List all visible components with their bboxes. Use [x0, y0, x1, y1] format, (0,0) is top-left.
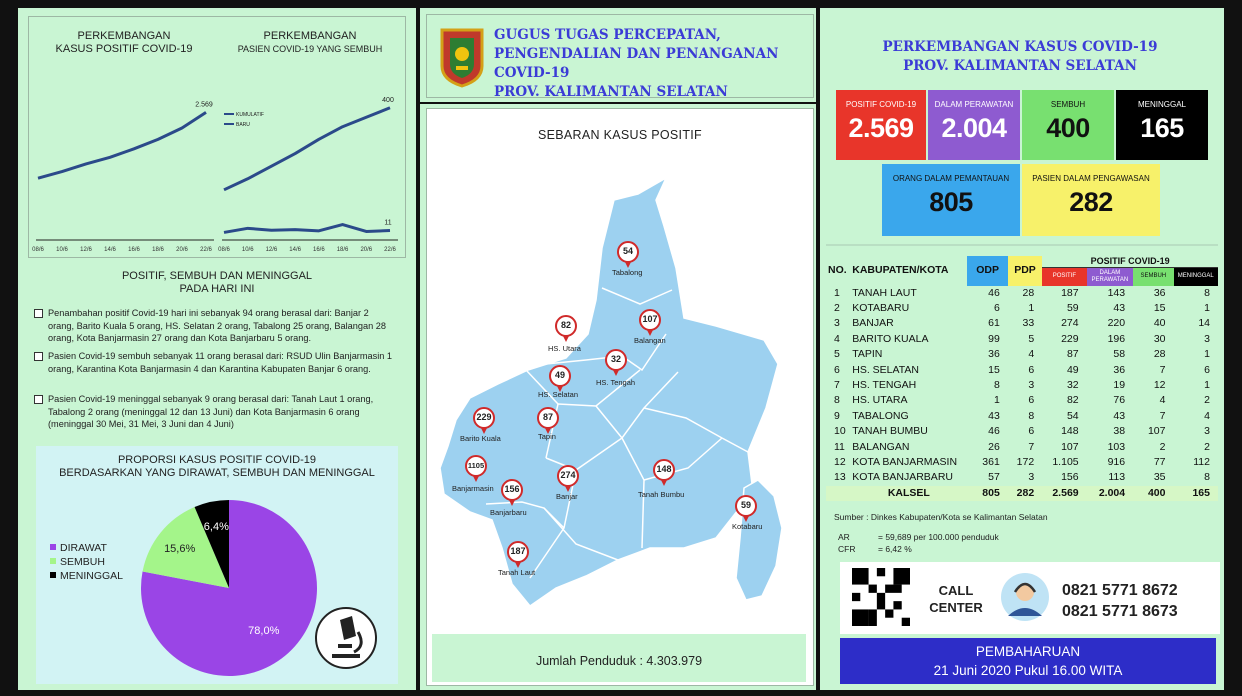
x-tick-label: 16/6 [313, 247, 325, 253]
table-cell: 33 [1022, 317, 1035, 330]
treatment-box: DALAM PERAWATAN 2.004 [928, 90, 1020, 160]
table-cell: 196 [1107, 332, 1126, 345]
province-logo-icon [438, 26, 486, 88]
table-cell: 2 [1204, 440, 1210, 453]
table-cell: 26 [988, 440, 1000, 453]
series-line-baru [224, 225, 390, 233]
table-cell: KOTA BANJARMASIN [852, 455, 958, 468]
table-total-cell: 2.004 [1098, 486, 1126, 499]
table-cell: 1 [1204, 379, 1210, 392]
table-cell: 54 [1066, 409, 1079, 422]
table-cell: 46 [988, 425, 1000, 438]
legend-swatch [50, 558, 56, 564]
x-tick-label: 20/6 [176, 247, 188, 253]
ar-label: AR [838, 532, 850, 542]
table-cell: 19 [1113, 379, 1126, 392]
table-cell: 76 [1113, 394, 1126, 407]
table-cell: 77 [1153, 455, 1166, 468]
table-cell: 187 [1061, 286, 1079, 299]
table-cell [826, 486, 850, 501]
table-cell: 43 [1113, 302, 1126, 315]
x-tick-label: 10/6 [241, 247, 254, 253]
th-odp: ODP [967, 256, 1007, 286]
table-cell: 112 [1193, 455, 1210, 468]
table-cell: 15 [988, 363, 1000, 376]
th-positif: POSITIF [1042, 268, 1086, 286]
table-row [826, 347, 1218, 362]
table-cell: 172 [1016, 455, 1035, 468]
map-pin[interactable]: 107 [639, 309, 661, 331]
series-line-kumulatif [224, 108, 390, 190]
table-cell: 40 [1153, 317, 1166, 330]
qr-code-icon[interactable] [852, 568, 910, 626]
table-cell: 4 [834, 332, 840, 345]
table-cell: 28 [1022, 286, 1035, 299]
table-row [826, 332, 1218, 347]
th-group: POSITIF COVID-19 [1042, 256, 1218, 268]
bullet-deaths: Pasien Covid-19 meninggal sebanyak 9 orang berasal dari: Tanah Laut 1 orang, Tabalong 2 orang (meninggal 12 dan 13 Juni) dan Kota Banjarmasin 6 orang (meninggal 30 Mei, 31 Mei, 3 Juni dan 4 Juni) [34, 393, 396, 431]
table-cell: 14 [1198, 317, 1210, 330]
ar-value: = 59,689 per 100.000 penduduk [878, 532, 999, 542]
table-total-cell: KALSEL [887, 486, 930, 499]
table-cell: 3 [834, 317, 840, 330]
x-tick-label: 12/6 [265, 247, 278, 253]
x-tick-label: 22/6 [384, 247, 396, 253]
deaths-box: MENINGGAL 165 [1116, 90, 1208, 160]
table-cell: BARITO KUALA [852, 332, 929, 345]
table-row [826, 424, 1218, 439]
table-cell: 11 [834, 440, 845, 453]
table-cell: 12 [834, 455, 846, 468]
map-region-label: Tabalong [612, 268, 643, 277]
legend-label: DIRAWAT [60, 542, 107, 554]
source-text: Sumber : Dinkes Kabupaten/Kota se Kalimantan Selatan [834, 512, 1048, 522]
table-cell: 103 [1107, 440, 1126, 453]
table-cell: 107 [1061, 440, 1079, 453]
table-cell: 229 [1061, 332, 1079, 345]
table-row [826, 301, 1218, 316]
map-pin[interactable]: 148 [653, 459, 675, 481]
table-cell: 220 [1107, 317, 1126, 330]
map-region-label: Banjar [556, 492, 578, 501]
positive-cases-chart [32, 80, 218, 256]
table-cell: 3 [1028, 471, 1035, 484]
table-cell: 7 [1159, 363, 1166, 376]
table-cell: 35 [1153, 471, 1166, 484]
series-line-0 [38, 112, 206, 178]
th-sembuh: SEMBUH [1133, 268, 1173, 286]
table-cell: TANAH BUMBU [852, 425, 928, 438]
map-pin[interactable]: 274 [557, 465, 579, 487]
x-tick-label: 08/6 [32, 247, 44, 253]
table-cell: 9 [834, 409, 840, 422]
table-cell: 8 [1204, 286, 1210, 299]
table-total-cell: 805 [982, 486, 1000, 499]
table-cell: TABALONG [852, 409, 909, 422]
th-pdp: PDP [1008, 256, 1042, 286]
map-region-label: HS. Selatan [538, 390, 579, 399]
table-cell: 49 [1066, 363, 1079, 376]
x-tick-label: 22/6 [200, 247, 212, 253]
recovered-box: SEMBUH 400 [1022, 90, 1114, 160]
pie-value-label: 78,0% [248, 625, 280, 638]
table-cell: 46 [988, 286, 1000, 299]
table-cell: 3 [1204, 425, 1210, 438]
th-no: NO. [828, 264, 847, 277]
map-pin[interactable]: 59 [735, 495, 757, 517]
table-cell: 12 [1153, 379, 1166, 392]
legend-swatch [50, 572, 56, 578]
table-cell: HS. SELATAN [852, 363, 919, 376]
table-cell: 113 [1108, 471, 1126, 484]
map-region-label: Banjarmasin [452, 484, 494, 493]
th-kab: KABUPATEN/KOTA [852, 264, 949, 277]
table-cell: 99 [988, 332, 1000, 345]
map-region-label: Banjarbaru [490, 508, 527, 517]
microscope-icon [316, 608, 376, 668]
table-cell: 38 [1113, 425, 1126, 438]
table-cell: 274 [1061, 317, 1079, 330]
table-cell: 57 [988, 471, 1000, 484]
table-row [826, 439, 1218, 454]
stats-title: PERKEMBANGAN KASUS COVID-19 PROV. KALIMANTAN SELATAN [882, 39, 1158, 74]
cfr-label: CFR [838, 544, 856, 554]
table-cell: 143 [1107, 286, 1126, 299]
map-pin[interactable]: 32 [605, 349, 627, 371]
map-region-label: Balangan [634, 336, 666, 345]
chart1-title: PERKEMBANGAN KASUS POSITIF COVID-19 [55, 30, 193, 55]
table-cell: 6 [1028, 425, 1035, 438]
th-perawatan: DALAM PERAWATAN [1087, 268, 1133, 286]
map-title: SEBARAN KASUS POSITIF [538, 128, 702, 142]
table-cell: BANJAR [852, 317, 894, 330]
x-tick-label: 14/6 [104, 247, 116, 253]
table-cell: 6 [1028, 394, 1035, 407]
table-cell: KOTABARU [852, 302, 910, 315]
table-cell: 1 [1028, 302, 1035, 315]
table-cell: 6 [993, 302, 1000, 315]
table-cell: 6 [1204, 363, 1210, 376]
legend-label: MENINGGAL [60, 570, 124, 582]
positive-box: POSITIF COVID-19 2.569 [836, 90, 926, 160]
table-cell: 4 [1028, 348, 1035, 361]
table-cell: 30 [1153, 332, 1166, 345]
table-cell: 156 [1061, 471, 1079, 484]
table-total-cell: 400 [1147, 486, 1166, 499]
table-cell: 43 [1113, 409, 1126, 422]
operator-icon [1000, 572, 1050, 622]
table-cell: BALANGAN [852, 440, 910, 453]
table-cell: 6 [1028, 363, 1035, 376]
odp-box: ORANG DALAM PEMANTAUAN 805 [882, 164, 1020, 236]
map-region-label: Barito Kuala [460, 434, 501, 443]
table-cell: 28 [1153, 348, 1166, 361]
table-cell: 15 [1153, 302, 1166, 315]
map-region-label: Tanah Bumbu [638, 490, 685, 499]
map-pin[interactable]: 187 [507, 541, 529, 563]
map-region-label: Tanah Laut [498, 568, 536, 577]
data-label: 400 [382, 96, 394, 104]
table-cell: KOTA BANJARBARU [852, 471, 953, 484]
table-cell: 61 [988, 317, 1000, 330]
table-cell: 36 [1153, 286, 1166, 299]
table-cell: 361 [982, 455, 1000, 468]
table-cell: 43 [988, 409, 1000, 422]
map-pin[interactable]: 82 [555, 315, 577, 337]
proportion-pie-chart [36, 486, 398, 684]
x-tick-label: 16/6 [128, 247, 140, 253]
table-cell: HS. UTARA [852, 394, 908, 407]
x-tick-label: 12/6 [80, 247, 92, 253]
update-banner: PEMBAHARUAN 21 Juni 2020 Pukul 16.00 WITA [840, 638, 1216, 684]
table-cell: 3 [1204, 332, 1210, 345]
recovered-chart [218, 80, 402, 256]
table-cell: TANAH LAUT [852, 286, 917, 299]
cfr-value: = 6,42 % [878, 544, 912, 554]
table-cell: 36 [1113, 363, 1126, 376]
bullet-recovered: Pasien Covid-19 sembuh sebanyak 11 orang berasal dari: RSUD Ulin Banjarmasin 1 orang, Karantina Kota Banjarmasin 4 dan Karantina Kabupaten Banjar 6 orang. [34, 350, 396, 375]
table-cell: 7 [1028, 440, 1035, 453]
map-region-label: Kotabaru [732, 522, 763, 531]
table-cell: 7 [834, 379, 840, 392]
table-cell: 87 [1066, 348, 1079, 361]
legend-label: SEMBUH [60, 556, 105, 568]
x-tick-label: 10/6 [56, 247, 68, 253]
th-meninggal: MENINGGAL [1174, 268, 1219, 286]
bullet-positive: Penambahan positif Covid-19 hari ini sebanyak 94 orang berasal dari: Banjar 2 orang, Barito Kuala 5 orang, HS. Selatan 2 orang, Tabalong 25 orang, Balangan 28 orang, Kota Banjarmasin 27 orang dan Kota Banjarbaru 5 orang. [34, 307, 396, 345]
map-pin[interactable]: 1105 [465, 455, 487, 477]
legend-label: KUMULATIF [236, 112, 264, 118]
phone-numbers[interactable]: 0821 5771 8672 0821 5771 8673 [1062, 582, 1178, 620]
table-cell: 1 [834, 286, 840, 299]
table-total-cell: 2.569 [1052, 486, 1079, 499]
table-cell: 2 [834, 302, 840, 315]
map-region-label: HS. Tengah [596, 378, 636, 387]
table-cell: 3 [1028, 379, 1035, 392]
table-cell: HS. TENGAH [852, 379, 917, 392]
table-cell: 4 [1204, 409, 1210, 422]
legend-swatch [50, 544, 56, 550]
call-center-label: CALL CENTER [929, 583, 983, 615]
table-cell: 6 [834, 363, 840, 376]
table-cell: 8 [834, 394, 840, 407]
map-pin[interactable]: 49 [549, 365, 571, 387]
map-region-label: HS. Utara [548, 344, 581, 353]
table-cell: 82 [1066, 394, 1079, 407]
table-total-cell: 282 [1016, 486, 1035, 499]
x-tick-label: 18/6 [152, 247, 164, 253]
table-cell: 8 [1028, 409, 1035, 422]
chart2-title: PERKEMBANGAN PASIEN COVID-19 YANG SEMBUH [237, 30, 383, 54]
divider [826, 244, 1218, 246]
population-text: Jumlah Penduduk : 4.303.979 [535, 654, 703, 668]
table-cell: 59 [1066, 302, 1079, 315]
org-title: GUGUS TUGAS PERCEPATAN, PENGENDALIAN DAN PENANGANAN COVID-19 PROV. KALIMANTAN SELATAN [494, 27, 779, 100]
table-total-row [826, 486, 1218, 501]
table-total-cell: 165 [1192, 486, 1210, 499]
table-cell: TAPIN [852, 348, 883, 361]
table-cell: 8 [993, 379, 1000, 392]
table-cell: 4 [1159, 394, 1166, 407]
table-cell: 5 [1028, 332, 1035, 345]
pdp-box: PASIEN DALAM PENGAWASAN 282 [1022, 164, 1160, 236]
map-pin[interactable]: 156 [501, 479, 523, 501]
table-row [826, 378, 1218, 393]
map-pin[interactable]: 229 [473, 407, 495, 429]
x-tick-label: 08/6 [218, 247, 230, 253]
map-pin[interactable]: 87 [537, 407, 559, 429]
table-row [826, 470, 1218, 485]
district-table [826, 256, 1218, 501]
pie-title: PROPORSI KASUS POSITIF COVID-19 BERDASARKAN YANG DIRAWAT, SEMBUH DAN MENINGGAL [59, 454, 375, 479]
table-cell: 1 [1204, 302, 1210, 315]
map-pin[interactable]: 54 [617, 241, 639, 263]
table-row [826, 393, 1218, 408]
table-cell: 8 [1204, 471, 1210, 484]
table-cell: 58 [1113, 348, 1126, 361]
pie-value-label: 6,4% [203, 520, 229, 533]
x-tick-label: 20/6 [360, 247, 373, 253]
table-row [826, 316, 1218, 331]
map-region-label: Tapin [538, 432, 556, 441]
table-row [826, 362, 1218, 377]
table-row [826, 286, 1218, 301]
table-row [826, 409, 1218, 424]
x-tick-label: 14/6 [289, 247, 301, 253]
table-row [826, 455, 1218, 470]
table-cell: 1.105 [1052, 455, 1079, 468]
table-cell: 916 [1107, 455, 1126, 468]
daily-title: POSITIF, SEMBUH DAN MENINGGAL PADA HARI INI [121, 270, 313, 295]
data-label: 2.569 [195, 101, 213, 109]
table-cell: 10 [834, 425, 846, 438]
x-tick-label: 18/6 [336, 247, 349, 253]
legend-label: BARU [236, 122, 250, 128]
pie-value-label: 15,6% [164, 543, 196, 556]
table-cell: 2 [1159, 440, 1166, 453]
table-cell: 107 [1147, 425, 1166, 438]
table-cell: 5 [834, 348, 840, 361]
table-cell: 2 [1204, 394, 1210, 407]
table-cell: 13 [834, 471, 846, 484]
table-cell: 7 [1159, 409, 1166, 422]
data-label: 11 [384, 219, 392, 227]
table-cell: 36 [988, 348, 1000, 361]
table-cell: 32 [1066, 379, 1079, 392]
table-cell: 1 [1204, 348, 1210, 361]
table-cell: 1 [993, 394, 1000, 407]
table-cell: 148 [1061, 425, 1079, 438]
